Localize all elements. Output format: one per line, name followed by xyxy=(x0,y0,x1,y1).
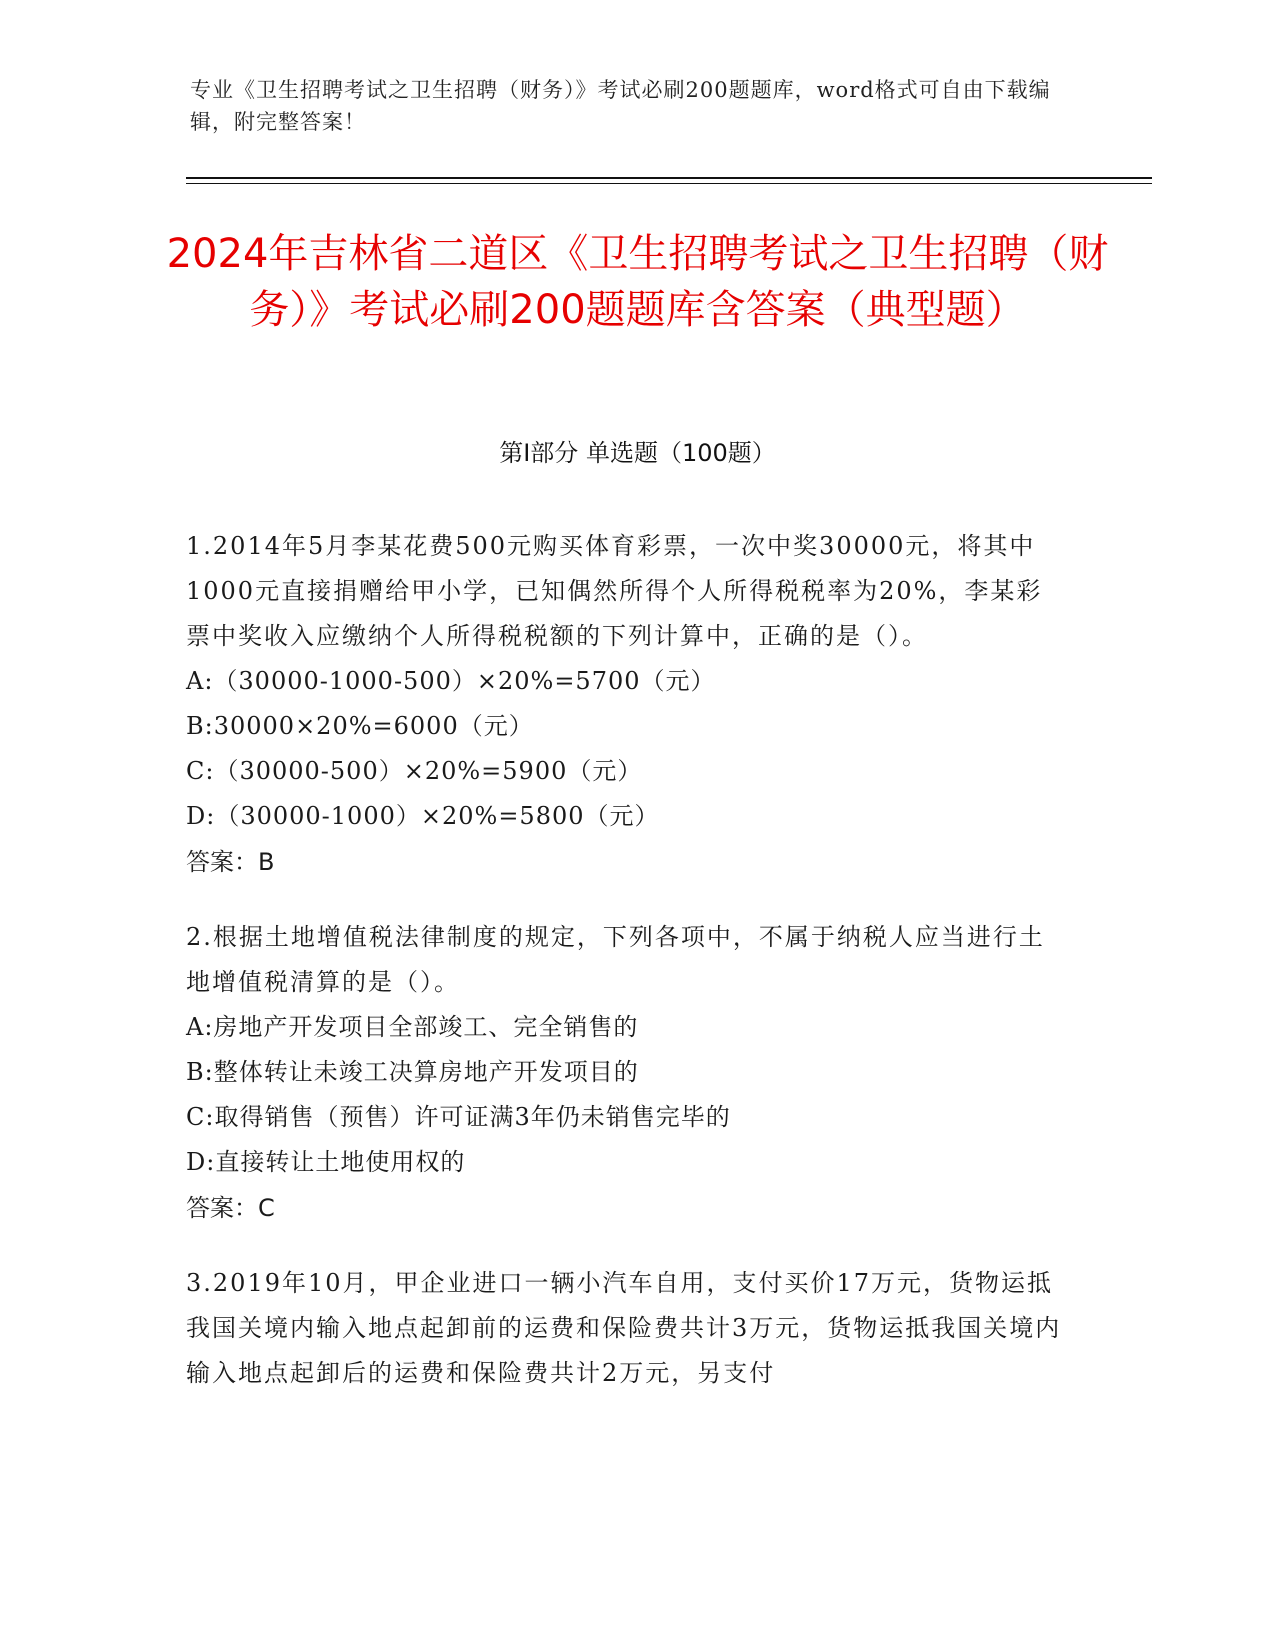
section-heading: 第Ⅰ部分 单选题（100题） xyxy=(499,439,776,467)
answer: 答案：C xyxy=(186,1194,275,1222)
question-stem: 1.2014年5月李某花费500元购买体育彩票，一次中奖30000元，将其中1000元直接捐赠给甲小学，已知偶然所得个人所得税税率为20%，李某彩票中奖收入应缴纳个人所得税税额的下列计算中，正确的是（）。 xyxy=(186,532,1043,650)
header-note: 专业《卫生招聘考试之卫生招聘（财务）》考试必刷200题题库，word格式可自由下载编辑，附完整答案！ xyxy=(190,78,1051,134)
option-a: A:（30000-1000-500）×20%=5700（元） xyxy=(186,667,716,695)
option-c: C:取得销售（预售）许可证满3年仍未销售完毕的 xyxy=(186,1103,731,1131)
header-divider-thick xyxy=(186,177,1152,179)
option-a: A:房地产开发项目全部竣工、完全销售的 xyxy=(186,1013,639,1041)
option-d: D:直接转让土地使用权的 xyxy=(186,1148,466,1176)
question-list xyxy=(186,524,1066,1426)
question-stem: 2.根据土地增值税法律制度的规定，下列各项中，不属于纳税人应当进行土地增值税清算的是（）。 xyxy=(186,923,1045,996)
answer: 答案：B xyxy=(186,848,275,876)
option-b: B:整体转让未竣工决算房地产开发项目的 xyxy=(186,1058,639,1086)
question-3 xyxy=(186,1261,1066,1396)
option-b: B:30000×20%=6000（元） xyxy=(186,712,534,740)
option-c: C:（30000-500）×20%=5900（元） xyxy=(186,757,643,785)
question-1 xyxy=(186,524,1066,885)
question-2 xyxy=(186,915,1066,1231)
question-stem: 3.2019年10月，甲企业进口一辆小汽车自用，支付买价17万元，货物运抵我国关境内输入地点起卸前的运费和保险费共计3万元，货物运抵我国关境内输入地点起卸后的运费和保险费共计2万元，另支付 xyxy=(186,1269,1062,1387)
option-d: D:（30000-1000）×20%=5800（元） xyxy=(186,802,660,830)
document-title: 2024年吉林省二道区《卫生招聘考试之卫生招聘（财务）》考试必刷200题题库含答案（典型题） xyxy=(166,231,1109,333)
header-divider-thin xyxy=(186,183,1152,184)
